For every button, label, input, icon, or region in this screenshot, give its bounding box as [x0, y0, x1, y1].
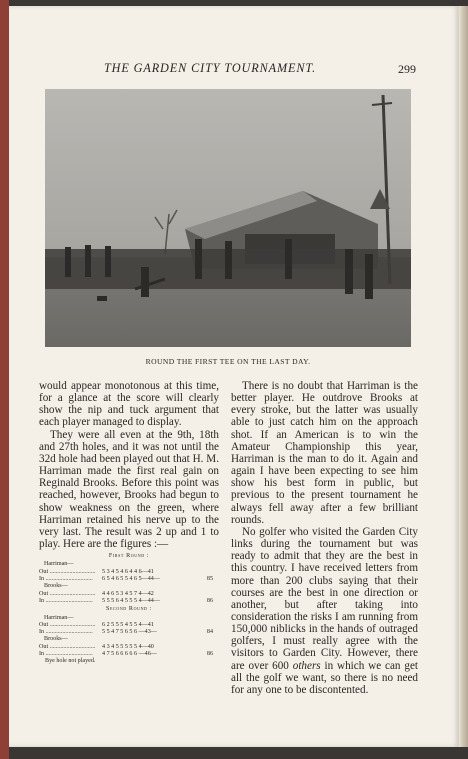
first-round-heading: First Round :	[108, 553, 150, 560]
library-stamp: others	[292, 659, 321, 672]
player-label: Brooks—	[44, 583, 68, 590]
score-table	[39, 553, 219, 665]
score-row: In ............................... 6 5 4 6 5 5 4 6 5—44— 85	[39, 576, 213, 583]
score-row: In ............................... 5 5 4 7 5 6 5 6 —43— 84	[39, 629, 213, 636]
paragraph: They were all even at the 9th, 18th and 27th holes, and it was not until the 32d hole had been played out that H. M. Harriman made the first real gain on Reginald Brooks. Before this point was reached, however, Brooks had begun to show weakness on the green, where Harriman retained his nerve up to the very last. The result was 2 up and 1 to play. Here are the figures :—	[39, 428, 219, 551]
photo-caption: ROUND THE FIRST TEE ON THE LAST DAY.	[145, 357, 311, 366]
right-column	[231, 380, 418, 696]
photo-illustration	[45, 89, 411, 347]
player-label: Brooks—	[44, 636, 68, 643]
paragraph: would appear monotonous at this time, for a glance at the score will clearly show the nip and tuck argument that each player managed to display.	[39, 380, 219, 429]
paragraph: No golfer who visited the Garden City links during the tournament but was ready to admit that they are the best in this country. I have received letters from more than 200 clubs saying that their courses are the best in one direction or another, but after taking into consideration the risks I am running from 150,000 niblicks in the hands of outraged golfers, I must really agree with the visitors to Garden City. However, there are over 600 others in which we can get all the golf we want, so there is no need for any one to be discontented.	[231, 525, 418, 696]
tee-photograph	[45, 89, 411, 347]
player-label: Harriman—	[44, 614, 74, 621]
running-header-title: THE GARDEN CITY TOURNAMENT.	[104, 61, 317, 75]
player-label: Harriman—	[44, 561, 74, 568]
score-row: In ............................... 4 7 5 6 6 6 6 6 —46— 86	[39, 651, 213, 658]
score-row: Out .............................. 4 3 4 5 5 5 5 5 4—40	[39, 643, 154, 650]
left-column	[39, 380, 219, 666]
page-number: 299	[398, 62, 416, 76]
book-cover-edge	[0, 0, 9, 759]
score-note: Bye hole not played.	[45, 658, 96, 665]
score-row: In ............................... 5 5 5 6 4 5 5 5 4—44— 86	[39, 597, 213, 604]
score-row: Out .............................. 6 2 5 5 5 4 5 5 4—41	[39, 621, 154, 628]
score-row: Out .............................. 5 3 4 5 4 6 4 4 6—41	[39, 568, 154, 575]
second-round-heading: Second Round :	[106, 606, 152, 613]
paragraph: There is no doubt that Harriman is the better player. He outdrove Brooks at every stroke, but the latter was usually able to just catch him on the approach shot. If an American is to win the Amateur Championship this year, Harriman is the man to do it. Again and again I have been expecting to see him show his best form in public, but previous to the present tournament he always fell away after a few brilliant rounds.	[231, 380, 418, 526]
score-row: Out .............................. 4 4 6 5 3 4 5 7 4—42	[39, 590, 154, 597]
page-edge	[459, 6, 468, 747]
